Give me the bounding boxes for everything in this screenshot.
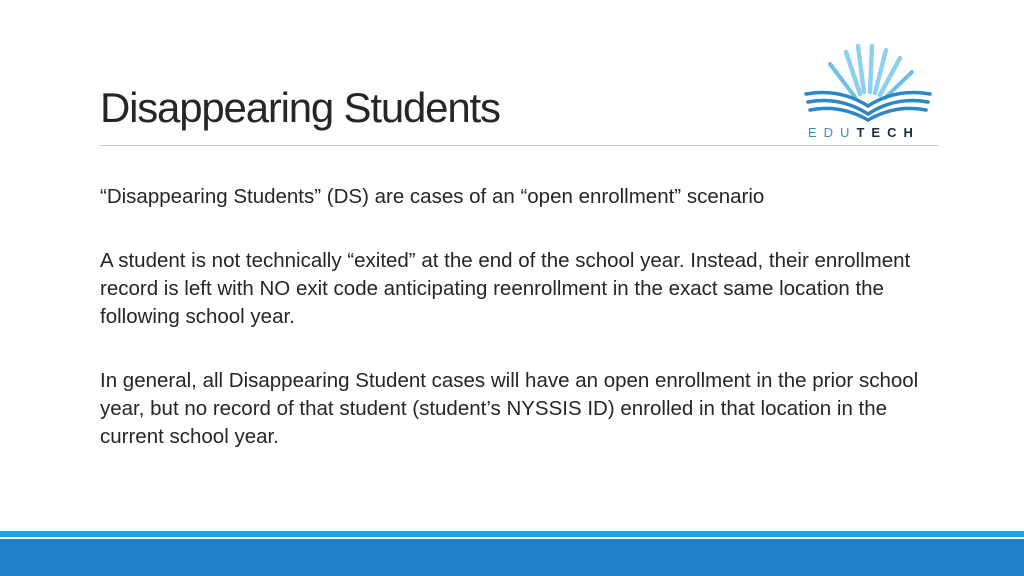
- paragraph-explanation: A student is not technically “exited” at the end of the school year. Instead, their enrollment record is left with NO exit code anticipating reenrollment in the exact same location the following school year.: [100, 249, 911, 328]
- footer-accent-line: [0, 531, 1024, 537]
- logo-edu-text: EDU: [808, 125, 857, 140]
- logo-tech-text: TECH: [856, 125, 920, 140]
- slide-title: Disappearing Students: [100, 84, 500, 131]
- title-divider: [100, 145, 938, 146]
- edutech-logo: [800, 42, 936, 142]
- book-rays-icon: [800, 42, 936, 122]
- footer-band: [0, 539, 1024, 576]
- slide-body: [100, 183, 950, 487]
- paragraph-definition: “Disappearing Students” (DS) are cases of an “open enrollment” scenario: [100, 185, 765, 208]
- paragraph-general: In general, all Disappearing Student cases will have an open enrollment in the prior school year, but no record of that student (student’s NYSSIS ID) enrolled in that location in the current school year.: [100, 369, 919, 448]
